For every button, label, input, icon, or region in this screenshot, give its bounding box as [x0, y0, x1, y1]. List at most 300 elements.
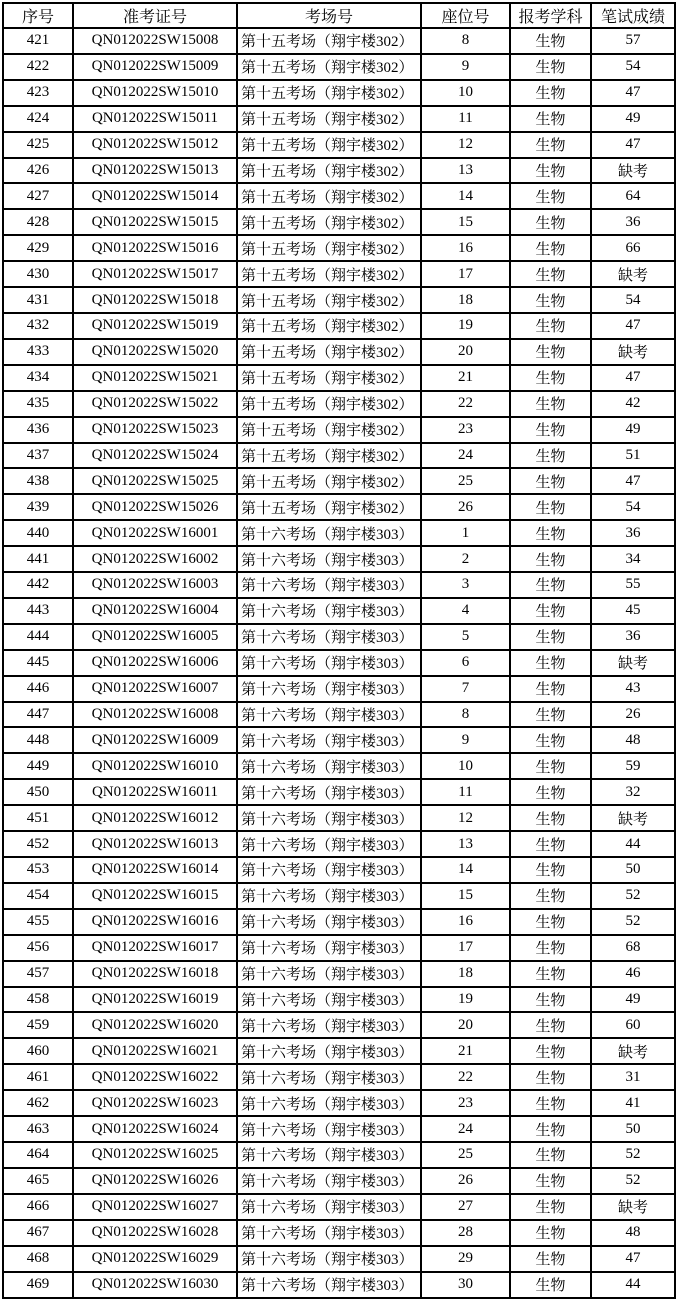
cell-room: 第十六考场（翔宇楼303）: [237, 1194, 421, 1220]
cell-score: 缺考: [591, 339, 675, 365]
cell-room: 第十六考场（翔宇楼303）: [237, 831, 421, 857]
table-row: [3, 831, 675, 857]
cell-serial: 468: [3, 1246, 73, 1272]
cell-subject: 生物: [510, 494, 591, 520]
cell-serial: 458: [3, 987, 73, 1013]
cell-serial: 451: [3, 805, 73, 831]
cell-room: 第十六考场（翔宇楼303）: [237, 727, 421, 753]
cell-subject: 生物: [510, 702, 591, 728]
cell-score: 52: [591, 883, 675, 909]
cell-score: 50: [591, 857, 675, 883]
cell-seat: 2: [421, 546, 510, 572]
cell-subject: 生物: [510, 753, 591, 779]
cell-subject: 生物: [510, 209, 591, 235]
cell-ticket: QN012022SW16006: [73, 650, 237, 676]
cell-ticket: QN012022SW16030: [73, 1272, 237, 1299]
cell-serial: 442: [3, 572, 73, 598]
cell-score: 缺考: [591, 1038, 675, 1064]
cell-subject: 生物: [510, 106, 591, 132]
cell-serial: 461: [3, 1064, 73, 1090]
cell-ticket: QN012022SW16003: [73, 572, 237, 598]
cell-ticket: QN012022SW16012: [73, 805, 237, 831]
cell-room: 第十六考场（翔宇楼303）: [237, 909, 421, 935]
cell-subject: 生物: [510, 727, 591, 753]
table-row: [3, 805, 675, 831]
cell-room: 第十五考场（翔宇楼302）: [237, 235, 421, 261]
cell-seat: 5: [421, 624, 510, 650]
cell-serial: 467: [3, 1220, 73, 1246]
cell-subject: 生物: [510, 261, 591, 287]
cell-ticket: QN012022SW16018: [73, 961, 237, 987]
cell-subject: 生物: [510, 1064, 591, 1090]
cell-ticket: QN012022SW16013: [73, 831, 237, 857]
cell-serial: 426: [3, 158, 73, 184]
cell-seat: 23: [421, 1090, 510, 1116]
cell-seat: 10: [421, 753, 510, 779]
cell-ticket: QN012022SW15011: [73, 106, 237, 132]
cell-seat: 20: [421, 1012, 510, 1038]
cell-score: 44: [591, 831, 675, 857]
cell-seat: 1: [421, 520, 510, 546]
cell-room: 第十五考场（翔宇楼302）: [237, 158, 421, 184]
cell-room: 第十六考场（翔宇楼303）: [237, 650, 421, 676]
cell-subject: 生物: [510, 1012, 591, 1038]
cell-seat: 8: [421, 28, 510, 54]
cell-score: 45: [591, 598, 675, 624]
table-row: [3, 158, 675, 184]
cell-serial: 436: [3, 417, 73, 443]
cell-ticket: QN012022SW16002: [73, 546, 237, 572]
cell-ticket: QN012022SW15020: [73, 339, 237, 365]
cell-subject: 生物: [510, 1272, 591, 1299]
cell-serial: 446: [3, 676, 73, 702]
cell-score: 66: [591, 235, 675, 261]
table-row: [3, 1038, 675, 1064]
cell-seat: 4: [421, 598, 510, 624]
cell-ticket: QN012022SW16010: [73, 753, 237, 779]
cell-ticket: QN012022SW15018: [73, 287, 237, 313]
table-row: [3, 546, 675, 572]
cell-ticket: QN012022SW16005: [73, 624, 237, 650]
table-row: [3, 1090, 675, 1116]
table-row: [3, 28, 675, 54]
cell-room: 第十六考场（翔宇楼303）: [237, 520, 421, 546]
cell-seat: 7: [421, 676, 510, 702]
cell-seat: 26: [421, 494, 510, 520]
cell-seat: 15: [421, 209, 510, 235]
table-row: [3, 572, 675, 598]
cell-subject: 生物: [510, 779, 591, 805]
cell-room: 第十六考场（翔宇楼303）: [237, 598, 421, 624]
cell-room: 第十六考场（翔宇楼303）: [237, 1038, 421, 1064]
cell-score: 缺考: [591, 805, 675, 831]
cell-room: 第十六考场（翔宇楼303）: [237, 546, 421, 572]
header-row: [3, 3, 675, 28]
cell-score: 57: [591, 28, 675, 54]
cell-serial: 432: [3, 313, 73, 339]
cell-score: 55: [591, 572, 675, 598]
cell-seat: 11: [421, 106, 510, 132]
cell-seat: 21: [421, 365, 510, 391]
cell-subject: 生物: [510, 1038, 591, 1064]
cell-serial: 430: [3, 261, 73, 287]
cell-seat: 20: [421, 339, 510, 365]
cell-score: 缺考: [591, 650, 675, 676]
cell-subject: 生物: [510, 132, 591, 158]
cell-subject: 生物: [510, 80, 591, 106]
cell-seat: 21: [421, 1038, 510, 1064]
cell-serial: 427: [3, 183, 73, 209]
table-row: [3, 987, 675, 1013]
cell-subject: 生物: [510, 650, 591, 676]
cell-seat: 22: [421, 1064, 510, 1090]
cell-seat: 16: [421, 235, 510, 261]
cell-serial: 469: [3, 1272, 73, 1299]
cell-subject: 生物: [510, 183, 591, 209]
cell-ticket: QN012022SW16007: [73, 676, 237, 702]
cell-ticket: QN012022SW16022: [73, 1064, 237, 1090]
cell-ticket: QN012022SW15009: [73, 54, 237, 80]
cell-serial: 448: [3, 727, 73, 753]
cell-seat: 16: [421, 909, 510, 935]
cell-subject: 生物: [510, 1194, 591, 1220]
cell-ticket: QN012022SW15010: [73, 80, 237, 106]
cell-score: 50: [591, 1116, 675, 1142]
cell-serial: 425: [3, 132, 73, 158]
cell-room: 第十五考场（翔宇楼302）: [237, 391, 421, 417]
table-row: [3, 80, 675, 106]
table-row: [3, 1012, 675, 1038]
table-row: [3, 1116, 675, 1142]
cell-room: 第十五考场（翔宇楼302）: [237, 443, 421, 469]
cell-seat: 3: [421, 572, 510, 598]
cell-serial: 424: [3, 106, 73, 132]
cell-seat: 14: [421, 857, 510, 883]
table-row: [3, 417, 675, 443]
cell-ticket: QN012022SW15014: [73, 183, 237, 209]
cell-score: 44: [591, 1272, 675, 1299]
table-row: [3, 935, 675, 961]
table-row: [3, 961, 675, 987]
cell-serial: 455: [3, 909, 73, 935]
cell-room: 第十五考场（翔宇楼302）: [237, 132, 421, 158]
cell-score: 48: [591, 727, 675, 753]
cell-serial: 453: [3, 857, 73, 883]
cell-subject: 生物: [510, 235, 591, 261]
cell-serial: 459: [3, 1012, 73, 1038]
table-row: [3, 779, 675, 805]
cell-score: 60: [591, 1012, 675, 1038]
cell-serial: 463: [3, 1116, 73, 1142]
cell-ticket: QN012022SW16026: [73, 1168, 237, 1194]
cell-ticket: QN012022SW15025: [73, 468, 237, 494]
cell-score: 47: [591, 365, 675, 391]
cell-ticket: QN012022SW16016: [73, 909, 237, 935]
cell-seat: 25: [421, 468, 510, 494]
cell-serial: 431: [3, 287, 73, 313]
cell-seat: 6: [421, 650, 510, 676]
cell-score: 47: [591, 313, 675, 339]
cell-room: 第十六考场（翔宇楼303）: [237, 883, 421, 909]
cell-room: 第十六考场（翔宇楼303）: [237, 702, 421, 728]
cell-serial: 422: [3, 54, 73, 80]
cell-subject: 生物: [510, 857, 591, 883]
cell-serial: 466: [3, 1194, 73, 1220]
cell-ticket: QN012022SW15012: [73, 132, 237, 158]
cell-score: 49: [591, 106, 675, 132]
header-seat: 座位号: [421, 3, 510, 28]
cell-subject: 生物: [510, 1246, 591, 1272]
cell-ticket: QN012022SW16001: [73, 520, 237, 546]
cell-score: 54: [591, 494, 675, 520]
cell-score: 36: [591, 520, 675, 546]
table-row: [3, 183, 675, 209]
cell-seat: 18: [421, 287, 510, 313]
table-row: [3, 727, 675, 753]
cell-serial: 438: [3, 468, 73, 494]
table-body: [3, 28, 675, 1298]
table-row: [3, 676, 675, 702]
cell-subject: 生物: [510, 961, 591, 987]
cell-ticket: QN012022SW16020: [73, 1012, 237, 1038]
cell-score: 32: [591, 779, 675, 805]
header-ticket: 准考证号: [73, 3, 237, 28]
cell-subject: 生物: [510, 1142, 591, 1168]
cell-seat: 27: [421, 1194, 510, 1220]
cell-ticket: QN012022SW16017: [73, 935, 237, 961]
table-row: [3, 235, 675, 261]
cell-subject: 生物: [510, 572, 591, 598]
cell-seat: 24: [421, 1116, 510, 1142]
cell-serial: 421: [3, 28, 73, 54]
cell-seat: 25: [421, 1142, 510, 1168]
cell-serial: 439: [3, 494, 73, 520]
cell-score: 64: [591, 183, 675, 209]
cell-seat: 19: [421, 313, 510, 339]
cell-score: 41: [591, 1090, 675, 1116]
cell-serial: 435: [3, 391, 73, 417]
cell-room: 第十五考场（翔宇楼302）: [237, 261, 421, 287]
cell-room: 第十五考场（翔宇楼302）: [237, 339, 421, 365]
table-row: [3, 209, 675, 235]
cell-subject: 生物: [510, 391, 591, 417]
cell-seat: 10: [421, 80, 510, 106]
cell-serial: 428: [3, 209, 73, 235]
cell-score: 31: [591, 1064, 675, 1090]
cell-room: 第十六考场（翔宇楼303）: [237, 961, 421, 987]
table-row: [3, 468, 675, 494]
cell-score: 48: [591, 1220, 675, 1246]
cell-subject: 生物: [510, 624, 591, 650]
cell-room: 第十五考场（翔宇楼302）: [237, 183, 421, 209]
cell-serial: 443: [3, 598, 73, 624]
cell-subject: 生物: [510, 598, 591, 624]
table-row: [3, 1220, 675, 1246]
cell-subject: 生物: [510, 520, 591, 546]
cell-subject: 生物: [510, 443, 591, 469]
cell-ticket: QN012022SW16008: [73, 702, 237, 728]
cell-seat: 15: [421, 883, 510, 909]
cell-score: 54: [591, 287, 675, 313]
cell-room: 第十六考场（翔宇楼303）: [237, 1116, 421, 1142]
header-subject: 报考学科: [510, 3, 591, 28]
table-row: [3, 391, 675, 417]
cell-score: 68: [591, 935, 675, 961]
cell-subject: 生物: [510, 546, 591, 572]
cell-ticket: QN012022SW16029: [73, 1246, 237, 1272]
cell-score: 52: [591, 1142, 675, 1168]
cell-serial: 441: [3, 546, 73, 572]
table-row: [3, 883, 675, 909]
cell-score: 缺考: [591, 158, 675, 184]
cell-seat: 12: [421, 132, 510, 158]
cell-serial: 440: [3, 520, 73, 546]
cell-room: 第十五考场（翔宇楼302）: [237, 106, 421, 132]
cell-subject: 生物: [510, 365, 591, 391]
cell-ticket: QN012022SW16027: [73, 1194, 237, 1220]
cell-score: 26: [591, 702, 675, 728]
table-row: [3, 365, 675, 391]
table-row: [3, 520, 675, 546]
cell-ticket: QN012022SW16023: [73, 1090, 237, 1116]
table-row: [3, 339, 675, 365]
cell-serial: 454: [3, 883, 73, 909]
cell-seat: 28: [421, 1220, 510, 1246]
cell-subject: 生物: [510, 1090, 591, 1116]
cell-subject: 生物: [510, 909, 591, 935]
table-row: [3, 909, 675, 935]
cell-seat: 19: [421, 987, 510, 1013]
table-row: [3, 54, 675, 80]
cell-room: 第十五考场（翔宇楼302）: [237, 468, 421, 494]
cell-room: 第十六考场（翔宇楼303）: [237, 1090, 421, 1116]
cell-room: 第十五考场（翔宇楼302）: [237, 417, 421, 443]
cell-score: 52: [591, 909, 675, 935]
cell-seat: 24: [421, 443, 510, 469]
score-table: [2, 2, 676, 1299]
cell-ticket: QN012022SW15019: [73, 313, 237, 339]
cell-serial: 450: [3, 779, 73, 805]
cell-ticket: QN012022SW16019: [73, 987, 237, 1013]
table-row: [3, 494, 675, 520]
cell-serial: 464: [3, 1142, 73, 1168]
cell-subject: 生物: [510, 676, 591, 702]
cell-serial: 434: [3, 365, 73, 391]
cell-subject: 生物: [510, 287, 591, 313]
table-row: [3, 261, 675, 287]
cell-room: 第十五考场（翔宇楼302）: [237, 54, 421, 80]
cell-seat: 14: [421, 183, 510, 209]
cell-serial: 452: [3, 831, 73, 857]
cell-score: 缺考: [591, 261, 675, 287]
table-row: [3, 1272, 675, 1299]
cell-score: 42: [591, 391, 675, 417]
cell-seat: 13: [421, 831, 510, 857]
cell-score: 47: [591, 468, 675, 494]
cell-subject: 生物: [510, 158, 591, 184]
cell-seat: 9: [421, 727, 510, 753]
cell-room: 第十六考场（翔宇楼303）: [237, 1272, 421, 1299]
cell-ticket: QN012022SW15013: [73, 158, 237, 184]
cell-serial: 445: [3, 650, 73, 676]
cell-score: 36: [591, 209, 675, 235]
cell-room: 第十六考场（翔宇楼303）: [237, 624, 421, 650]
cell-serial: 437: [3, 443, 73, 469]
cell-seat: 23: [421, 417, 510, 443]
cell-subject: 生物: [510, 417, 591, 443]
cell-room: 第十六考场（翔宇楼303）: [237, 572, 421, 598]
table-row: [3, 624, 675, 650]
cell-subject: 生物: [510, 28, 591, 54]
cell-serial: 444: [3, 624, 73, 650]
cell-seat: 22: [421, 391, 510, 417]
cell-room: 第十五考场（翔宇楼302）: [237, 80, 421, 106]
table-row: [3, 1194, 675, 1220]
cell-subject: 生物: [510, 54, 591, 80]
cell-seat: 12: [421, 805, 510, 831]
cell-ticket: QN012022SW16024: [73, 1116, 237, 1142]
cell-ticket: QN012022SW16009: [73, 727, 237, 753]
cell-subject: 生物: [510, 1168, 591, 1194]
table-row: [3, 132, 675, 158]
cell-serial: 429: [3, 235, 73, 261]
cell-ticket: QN012022SW16021: [73, 1038, 237, 1064]
cell-ticket: QN012022SW15021: [73, 365, 237, 391]
table-row: [3, 753, 675, 779]
cell-score: 49: [591, 987, 675, 1013]
cell-ticket: QN012022SW15023: [73, 417, 237, 443]
table-row: [3, 702, 675, 728]
cell-room: 第十六考场（翔宇楼303）: [237, 779, 421, 805]
cell-seat: 29: [421, 1246, 510, 1272]
cell-subject: 生物: [510, 1116, 591, 1142]
cell-seat: 26: [421, 1168, 510, 1194]
cell-seat: 9: [421, 54, 510, 80]
cell-serial: 433: [3, 339, 73, 365]
cell-subject: 生物: [510, 339, 591, 365]
table-row: [3, 1142, 675, 1168]
cell-score: 49: [591, 417, 675, 443]
cell-room: 第十五考场（翔宇楼302）: [237, 365, 421, 391]
table-row: [3, 443, 675, 469]
table-row: [3, 650, 675, 676]
cell-serial: 449: [3, 753, 73, 779]
cell-score: 47: [591, 1246, 675, 1272]
table-row: [3, 1246, 675, 1272]
cell-ticket: QN012022SW16025: [73, 1142, 237, 1168]
cell-ticket: QN012022SW15026: [73, 494, 237, 520]
cell-ticket: QN012022SW16004: [73, 598, 237, 624]
cell-room: 第十六考场（翔宇楼303）: [237, 1246, 421, 1272]
cell-subject: 生物: [510, 987, 591, 1013]
cell-room: 第十六考场（翔宇楼303）: [237, 987, 421, 1013]
cell-score: 缺考: [591, 1194, 675, 1220]
cell-score: 54: [591, 54, 675, 80]
cell-subject: 生物: [510, 1220, 591, 1246]
header-score: 笔试成绩: [591, 3, 675, 28]
cell-room: 第十五考场（翔宇楼302）: [237, 28, 421, 54]
cell-room: 第十六考场（翔宇楼303）: [237, 1168, 421, 1194]
cell-seat: 17: [421, 935, 510, 961]
cell-serial: 457: [3, 961, 73, 987]
cell-seat: 11: [421, 779, 510, 805]
cell-room: 第十五考场（翔宇楼302）: [237, 494, 421, 520]
cell-score: 47: [591, 80, 675, 106]
cell-seat: 17: [421, 261, 510, 287]
cell-ticket: QN012022SW15008: [73, 28, 237, 54]
cell-subject: 生物: [510, 883, 591, 909]
cell-room: 第十五考场（翔宇楼302）: [237, 313, 421, 339]
